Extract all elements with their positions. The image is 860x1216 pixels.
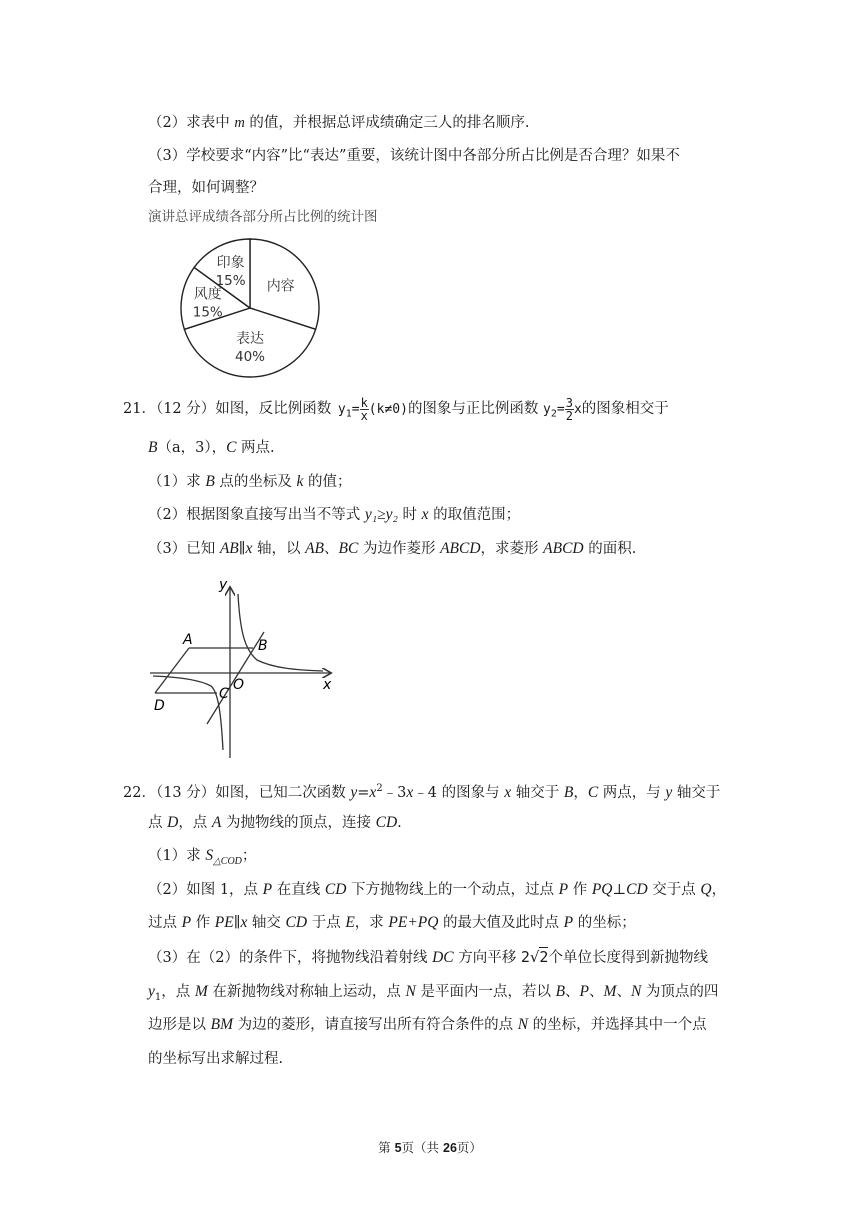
page-number: 5 xyxy=(394,1141,402,1155)
q21-line1: 21．（12 分）如图，反比例函数 $y_1=$ $\frac{k}{x}$ (k≠0)的图象与正比例函数 $y_2=$ $\frac{3}{2}$ x的图象相交于 xyxy=(123,396,669,423)
q22-part2-line1: （2）如图 1，点 P 在直线 CD 下方抛物线上的一个动点，过点 P 作 PQ⊥CD 交于点 Q， xyxy=(148,881,727,898)
q21-graph xyxy=(145,572,345,762)
var-m: m xyxy=(234,115,245,131)
label-A: A xyxy=(183,632,193,648)
q22-line2: 点 D，点 A 为抛物线的顶点，连接 CD. xyxy=(148,814,402,831)
page-footer: 第 5页（共 26页） xyxy=(378,1140,482,1155)
label-B: B xyxy=(258,638,268,654)
total-pages: 26 xyxy=(443,1141,457,1155)
pie-label-0: 内容 xyxy=(266,278,295,295)
q22-line1: 22．（13 分）如图，已知二次函数 $y=x^2﹣3x﹣4$ 的图象与 x 轴交于 B，C 两点，与 y 轴交于 xyxy=(123,783,721,801)
q21-line2: B（a，3），C 两点. xyxy=(148,439,275,456)
segment-ad xyxy=(155,648,189,693)
formula-y2: $y_2=$ $\frac{3}{2}$ x xyxy=(543,396,582,423)
q20-part3-line1: （3）学校要求“内容”比“表达”重要，该统计图中各部分所占比例是否合理？如果不 xyxy=(148,148,680,164)
label-O: O xyxy=(233,677,245,693)
label-C: C xyxy=(219,686,229,702)
q22-part3-line3: 边形是以 BM 为边的菱形，请直接写出所有符合条件的点 N 的坐标，并选择其中一个点 xyxy=(148,1016,707,1033)
chart-title: 演讲总评成绩各部分所占比例的统计图 xyxy=(148,209,378,225)
radical-expression: 2√2 xyxy=(520,948,549,966)
q22-part1: （1）求 $S_{\triangle COD}$； xyxy=(148,847,257,867)
pie-label-3: 印象 xyxy=(216,254,245,271)
pie-chart xyxy=(180,238,330,378)
q20-part2: （2）求表中 m 的值，并根据总评成绩确定三人的排名顺序. xyxy=(148,115,530,131)
label-x: x xyxy=(323,677,332,693)
q22-part3-line2: $y_1$，点 M 在新抛物线对称轴上运动，点 N 是平面内一点，若以 B、P、M、N 为顶点的四 xyxy=(148,983,719,1003)
q22-part2-line2: 过点 P 作 PE∥x 轴交 CD 于点 E，求 PE+PQ 的最大值及此时点 P 的坐标； xyxy=(148,914,636,931)
pie-value-2: 15% xyxy=(192,304,223,321)
formula-y1: $y_1=$ $\frac{k}{x}$ (k≠0) xyxy=(337,396,408,423)
label-D: D xyxy=(154,698,165,714)
pie-value-3: 15% xyxy=(215,272,246,289)
q21-part2: （2）根据图象直接写出当不等式 y₁≥y₂ 时 x 的取值范围； xyxy=(148,506,521,523)
q20-part3-line2: 合理，如何调整？ xyxy=(148,180,264,196)
pie-label-1: 表达 xyxy=(236,330,264,347)
hyperbola-branch-1 xyxy=(238,594,323,671)
q22-part3-line1: （3）在（2）的条件下，将抛物线沿着射线 DC 方向平移 2√2个单位长度得到新抛物线 xyxy=(148,948,708,966)
q21-part1: （1）求 B 点的坐标及 k 的值； xyxy=(148,473,352,490)
label-y: y xyxy=(219,577,228,593)
pie-value-1: 40% xyxy=(234,348,266,365)
pie-label-2: 风度 xyxy=(193,286,222,303)
q22-part3-line4: 的坐标写出求解过程. xyxy=(148,1051,284,1067)
q21-part3: （3）已知 AB∥x 轴，以 AB、BC 为边作菱形 ABCD，求菱形 ABCD 的面积. xyxy=(148,540,637,557)
